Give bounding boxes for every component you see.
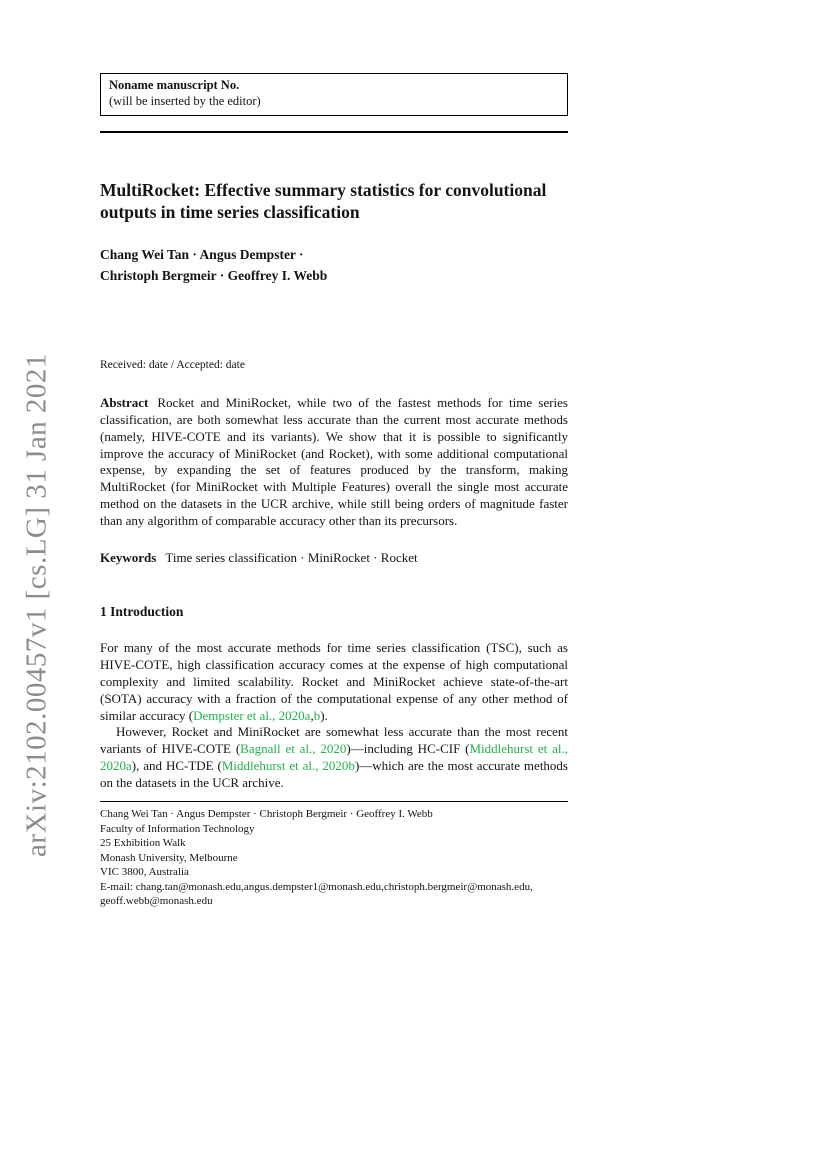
manuscript-header-box: [100, 73, 568, 116]
citation-link[interactable]: Middlehurst et al., 2020b: [221, 758, 355, 774]
authors-line-2: Christoph Bergmeir · Geoffrey I. Webb: [100, 267, 328, 283]
text-segment: For many of the most accurate methods for time series classification (TSC), such as HIVE-COTE, high classification accuracy comes at the expense of high computational complexity and limited scalability. Rocket and MiniRocket achieve state-of-the-art (SOTA) accuracy with a fraction of the computational expense of any other method of similar accuracy (: [100, 639, 568, 723]
citation-link[interactable]: b: [313, 707, 321, 723]
text-segment: ).: [320, 707, 328, 723]
keywords: [100, 550, 568, 566]
arxiv-watermark: arXiv:2102.00457v1 [cs.LG] 31 Jan 2021: [20, 353, 53, 857]
author-footnote: [100, 801, 568, 909]
footnote-authors: Chang Wei Tan · Angus Dempster · Christoph Bergmeir · Geoffrey I. Webb: [100, 807, 433, 820]
page-title: MultiRocket: Effective summary statistics for convolutional outputs in time series classification: [100, 179, 547, 223]
citation-link[interactable]: Middlehurst et al., 2020a: [100, 741, 568, 774]
text-segment: ,: [310, 707, 314, 723]
abstract-text: Rocket and MiniRocket, while two of the fastest methods for time series classification, are both somewhat less accurate than the current most accurate methods (namely, HIVE-COTE and its variants). We show that it is possible to significantly improve the accuracy of MiniRocket (and Rocket), with some additional computational expense, by expanding the set of features produced by the transform, making MultiRocket (for MiniRocket with Multiple Features) overall the single most accurate method on the datasets in the UCR archive, while still being orders of magnitude faster than any algorithm of comparable accuracy other than its precursors.: [100, 394, 568, 529]
page-column: [100, 73, 568, 909]
authors: [100, 245, 568, 287]
footnote-state-country: VIC 3800, Australia: [100, 866, 189, 879]
text-segment: )—including HC-CIF (: [346, 741, 470, 757]
keywords-label: Keywords: [100, 549, 157, 565]
header-rule: [100, 131, 568, 133]
footnote-street: 25 Exhibition Walk: [100, 837, 186, 850]
footnote-university: Monash University, Melbourne: [100, 851, 238, 864]
citation-link[interactable]: Dempster et al., 2020a: [193, 707, 311, 723]
abstract: [100, 395, 568, 530]
intro-paragraph-1: [100, 640, 568, 724]
manuscript-no-line: Noname manuscript No.: [109, 78, 240, 92]
text-segment: )—which are the most accurate methods on the datasets in the UCR archive.: [100, 758, 568, 791]
footnote-faculty: Faculty of Information Technology: [100, 822, 255, 835]
received-accepted-line: Received: date / Accepted: date: [100, 358, 245, 371]
abstract-label: Abstract: [100, 394, 149, 410]
intro-paragraph-2: [100, 724, 568, 792]
keywords-text: Time series classification · MiniRocket · Rocket: [165, 549, 418, 565]
citation-link[interactable]: Bagnall et al., 2020: [240, 741, 347, 757]
footnote-email: E-mail: chang.tan@monash.edu,angus.dempster1@monash.edu,christoph.bergmeir@monash.edu, geoff.webb@monash.edu: [100, 880, 533, 908]
authors-line-1: Chang Wei Tan · Angus Dempster ·: [100, 247, 304, 262]
editor-note-line: (will be inserted by the editor): [109, 94, 261, 109]
text-segment: ), and HC-TDE (: [131, 758, 222, 774]
section-heading-introduction: 1 Introduction: [100, 603, 184, 619]
text-segment: However, Rocket and MiniRocket are somewhat less accurate than the most recent variants of HIVE-COTE (: [100, 724, 568, 757]
